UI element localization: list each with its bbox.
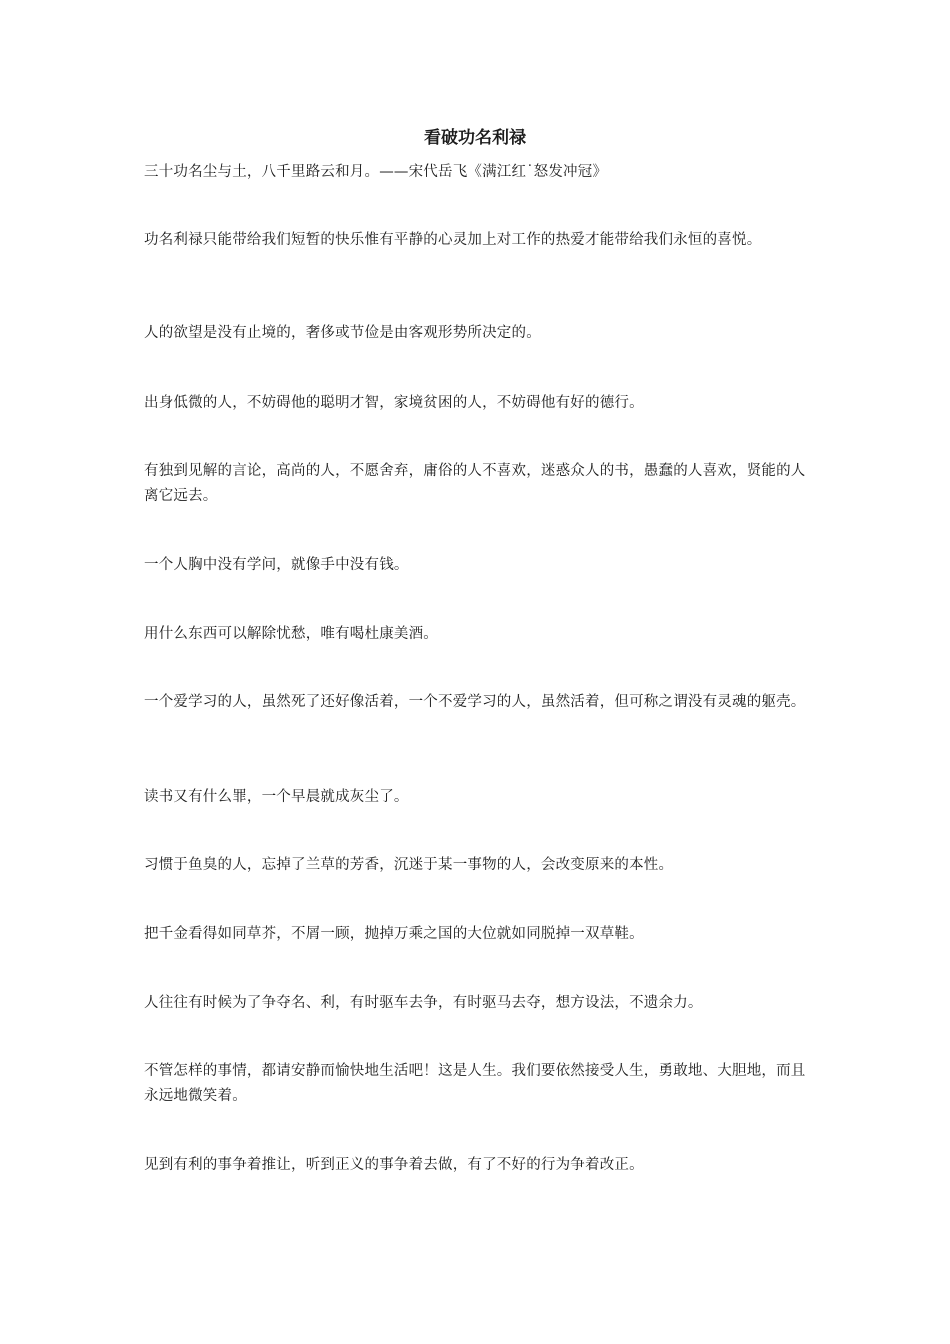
paragraph: 一个爱学习的人，虽然死了还好像活着，一个不爱学习的人，虽然活着，但可称之谓没有灵魂的躯壳。 (144, 694, 806, 710)
paragraph: 把千金看得如同草芥，不屑一顾，抛掉万乘之国的大位就如同脱掉一双草鞋。 (144, 926, 644, 942)
paragraph: 出身低微的人，不妨碍他的聪明才智，家境贫困的人，不妨碍他有好的德行。 (144, 395, 644, 411)
paragraph: 用什么东西可以解除忧愁，唯有喝杜康美酒。 (144, 626, 438, 642)
paragraph: 见到有利的事争着推让，听到正义的事争着去做，有了不好的行为争着改正。 (144, 1157, 644, 1173)
paragraph: 一个人胸中没有学问，就像手中没有钱。 (144, 557, 409, 573)
document-title: 看破功名利禄 (424, 128, 526, 148)
paragraph: 不管怎样的事情，都请安静而愉快地生活吧！这是人生。我们要依然接受人生，勇敢地、大胆地，而且永远地微笑着。 (144, 1063, 806, 1104)
paragraph: 功名利禄只能带给我们短暂的快乐惟有平静的心灵加上对工作的热爱才能带给我们永恒的喜悦。 (144, 232, 762, 248)
paragraph: 习惯于鱼臭的人，忘掉了兰草的芳香，沉迷于某一事物的人，会改变原来的本性。 (144, 857, 674, 873)
paragraph-quote: 三十功名尘与土，八千里路云和月。——宋代岳飞《满江红˙怒发冲冠》 (144, 164, 608, 180)
paragraph: 人的欲望是没有止境的，奢侈或节俭是由客观形势所决定的。 (144, 325, 541, 341)
paragraph: 人往往有时候为了争夺名、利，有时驱车去争，有时驱马去夺，想方设法，不遗余力。 (144, 995, 703, 1011)
paragraph: 有独到见解的言论，高尚的人，不愿舍弃，庸俗的人不喜欢，迷惑众人的书，愚蠢的人喜欢，贤能的人离它远去。 (144, 463, 806, 504)
paragraph: 读书又有什么罪，一个早晨就成灰尘了。 (144, 789, 409, 805)
